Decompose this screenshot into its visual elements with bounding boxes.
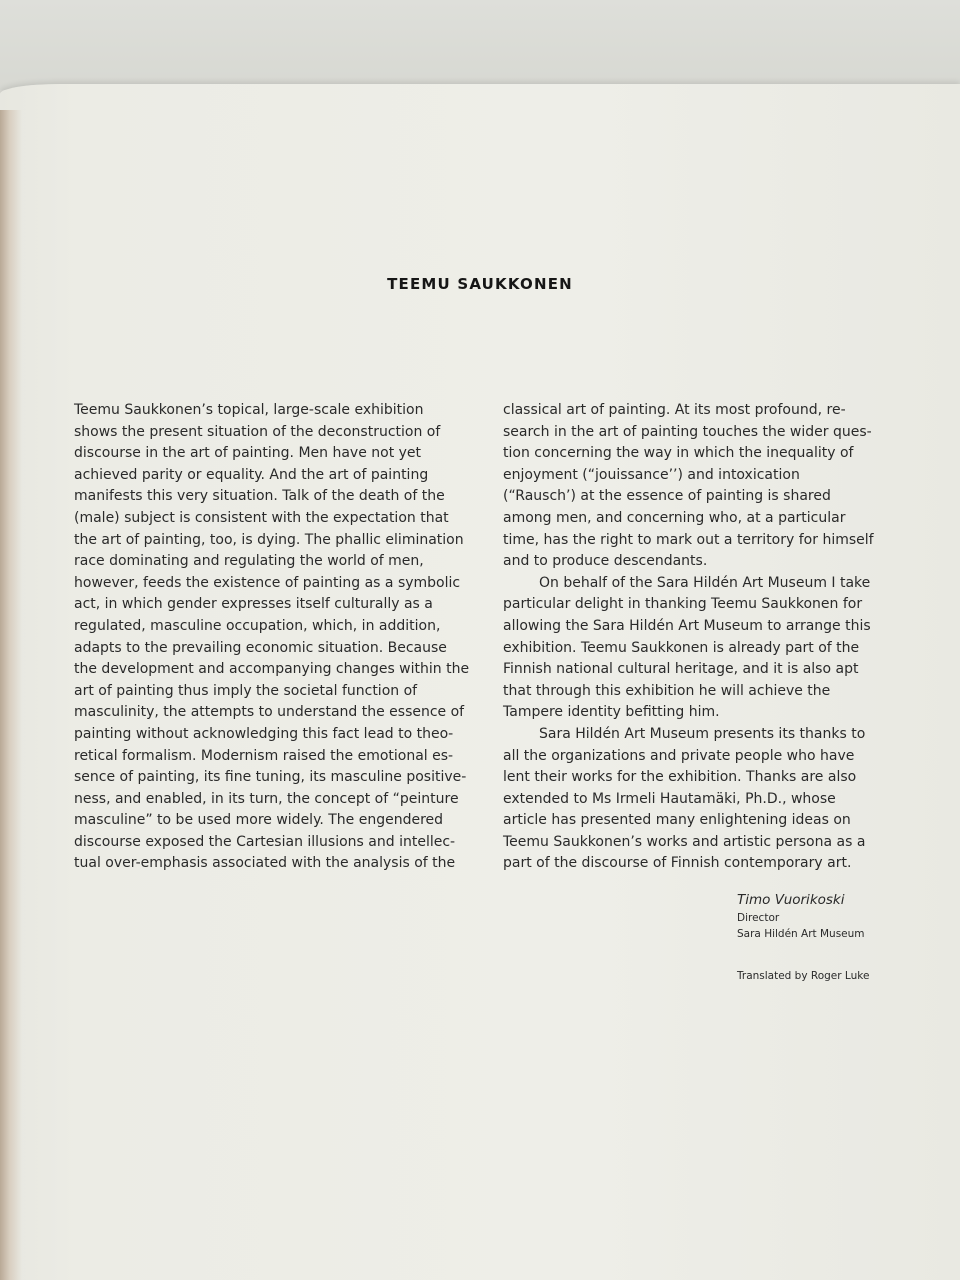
- right-text-column: [503, 400, 875, 875]
- signature-role: Director: [737, 912, 780, 924]
- signature-name: Timo Vuorikoski: [737, 892, 845, 908]
- paragraph: Sara Hildén Art Museum presents its thanks to all the organizations and private people who have lent their works for the exhibition. Thanks are also extended to Ms Irmeli Hautamäki, Ph.D., whose article has presented many enlightening ideas on Teemu Saukkonen’s works and artistic persona as a part of the discourse of Finnish contemporary art.: [503, 725, 866, 872]
- signature-institution: Sara Hildén Art Museum: [737, 928, 865, 940]
- left-text-column: [74, 400, 470, 875]
- paragraph: Teemu Saukkonen’s topical, large-scale exhibition shows the present situation of the deconstruction of discourse in the art of painting. Men have not yet achieved parity or equality. And the art of painting manifests this very situation. Talk of the death of the (male) subject is consistent with the expectation that the art of painting, too, is dying. The phallic elimination race dominating and regulating the world of men, however, feeds the existence of painting as a symbolic act, in which gender expresses itself culturally as a regulated, masculine occupation, which, in addition, adapts to the prevailing economic situation. Because the development and accompanying changes within the art of painting thus imply the societal function of masculinity, the attempts to understand the essence of painting without acknowledging this fact lead to theoretical formalism. Modernism raised the emotional essence of painting, its fine tuning, its masculine positiveness, and enabled, in its turn, the concept of “peinture masculine” to be used more widely. The engendered discourse exposed the Cartesian illusions and intellectual over-emphasis associated with the analysis of the: [74, 402, 470, 872]
- paragraph: On behalf of the Sara Hildén Art Museum I take particular delight in thanking Teemu Saukkonen for allowing the Sara Hildén Art Museum to arrange this exhibition. Teemu Saukkonen is already part of the Finnish national cultural heritage, and it is also apt that through this exhibition he will achieve the Tampere identity befitting him.: [503, 574, 871, 721]
- page-title: TEEMU SAUKKONEN: [387, 275, 573, 293]
- background-surface: [0, 0, 960, 90]
- translation-credit: Translated by Roger Luke: [737, 970, 870, 982]
- paragraph: classical art of painting. At its most profound, research in the art of painting touches the wider question concerning the way in which the inequality of enjoyment (“jouissance’’) and intoxication (“Rausch’) at the essence of painting is shared among men, and concerning who, at a particular time, has the right to mark out a territory for himself and to produce descendants.: [503, 402, 874, 570]
- signature-block: [737, 890, 937, 942]
